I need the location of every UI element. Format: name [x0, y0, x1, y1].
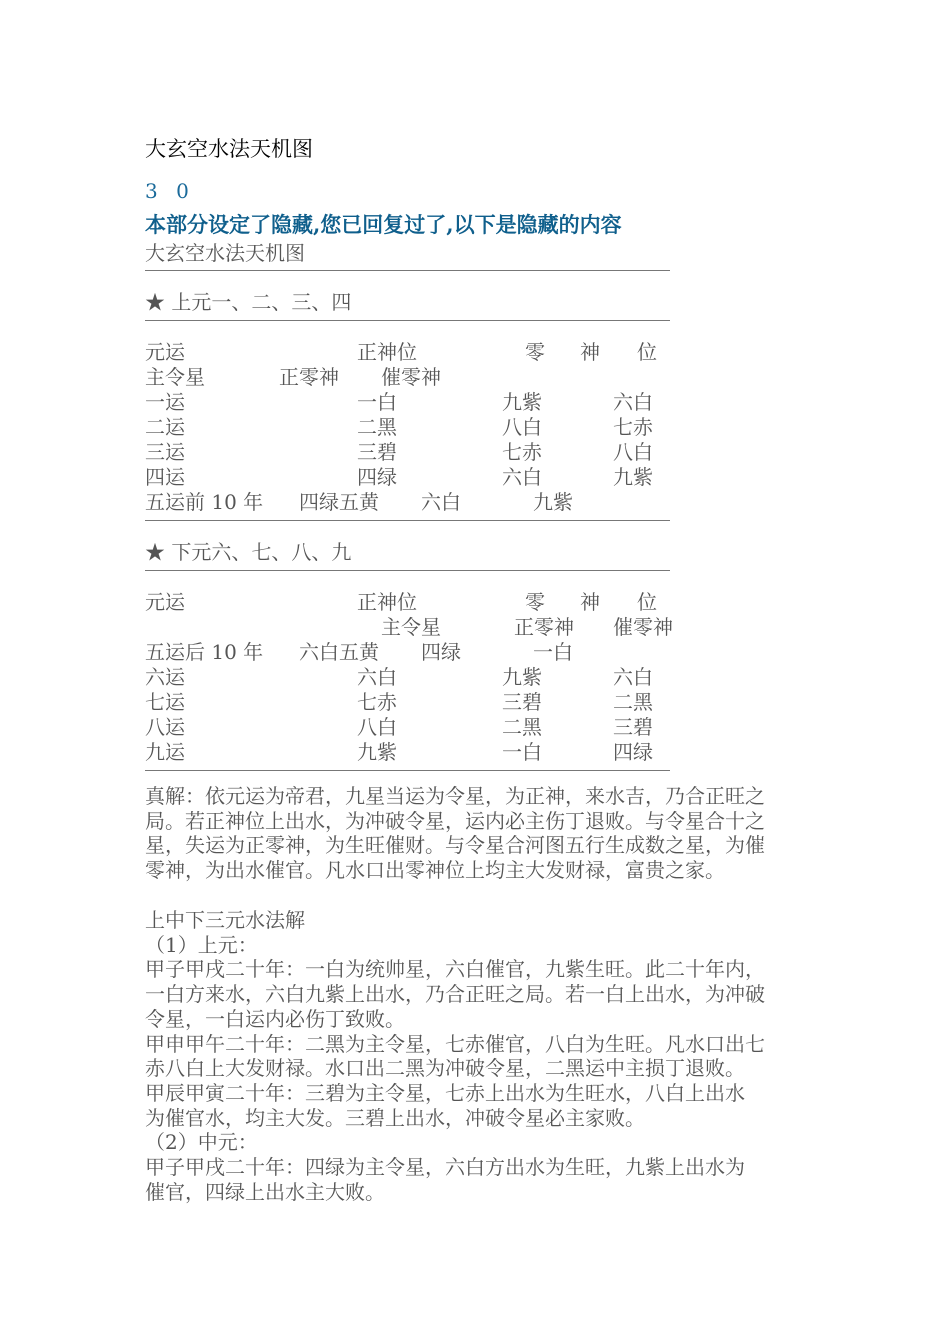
- header-cell: 位: [637, 340, 657, 364]
- zhenglingshen-cell: 三碧: [502, 690, 542, 714]
- zhenglingshen-cell: 九紫: [502, 665, 542, 689]
- zhengshen-cell: 七赤: [357, 690, 397, 714]
- header-cell: 主令星: [145, 365, 205, 389]
- zhengshen-cell: 九紫: [357, 740, 397, 764]
- header-cell: 零: [525, 340, 545, 364]
- lower-yuan-heading: ★ 下元六、七、八、九: [145, 540, 352, 564]
- table-row: [145, 411, 845, 439]
- subtitle: 大玄空水法天机图: [145, 241, 305, 265]
- text-line: 一白方来水，六白九紫上出水，乃合正旺之局。若一白上出水，为冲破: [145, 982, 765, 1007]
- cuilingshen-cell: 九紫: [613, 465, 653, 489]
- zhenglingshen-cell: 七赤: [502, 440, 542, 464]
- zhenglingshen-cell: 六白: [502, 465, 542, 489]
- section-heading: 上中下三元水法解: [145, 908, 305, 932]
- zhenglingshen-cell: 六白: [421, 490, 461, 514]
- zhengshen-cell: 六白: [357, 665, 397, 689]
- table-row: [145, 436, 845, 464]
- zhenglingshen-cell: 八白: [502, 415, 542, 439]
- header-cell: 神: [580, 340, 600, 364]
- middle-yuan-label: （2）中元：: [145, 1130, 258, 1155]
- zhenglingshen-cell: 九紫: [502, 390, 542, 414]
- yun-cell: 八运: [145, 715, 185, 739]
- text-line: 赤八白上大发财禄。水口出二黑为冲破令星，二黑运中主损丁退败。: [145, 1056, 745, 1081]
- table-row: [145, 461, 845, 489]
- header-cell: 神: [580, 590, 600, 614]
- explanation-paragraph: [145, 784, 815, 883]
- hidden-content-notice: 本部分设定了隐藏,您已回复过了,以下是隐藏的内容: [145, 212, 622, 237]
- explanation-line: 星，失运为正零神，为生旺催财。与令星合河图五行生成数之星，为催: [145, 833, 765, 858]
- cuilingshen-cell: 六白: [613, 665, 653, 689]
- cuilingshen-cell: 八白: [613, 440, 653, 464]
- divider: [145, 520, 670, 521]
- yun-cell: 二运: [145, 415, 185, 439]
- explanation-line: 真解：依元运为帝君，九星当运为令星，为正神，来水吉，乃合正旺之: [145, 784, 765, 808]
- cuilingshen-cell: 九紫: [533, 490, 573, 514]
- lower-header-row-2: [145, 611, 845, 639]
- divider: [145, 770, 670, 771]
- cuilingshen-cell: 三碧: [613, 715, 653, 739]
- cuilingshen-cell: 二黑: [613, 690, 653, 714]
- yun-cell: 五运后 10 年: [145, 640, 264, 664]
- text-line: 甲申甲午二十年：二黑为主令星，七赤催官，八白为生旺。凡水口出七: [145, 1031, 765, 1056]
- explanation-line: 零神，为出水催官。凡水口出零神位上均主大发财禄，富贵之家。: [145, 858, 725, 883]
- header-cell: 零: [525, 590, 545, 614]
- header-cell: 元运: [145, 590, 185, 614]
- text-line: 甲子甲戌二十年：四绿为主令星，六白方出水为生旺，九紫上出水为: [145, 1155, 745, 1180]
- yun-cell: 四运: [145, 465, 185, 489]
- cuilingshen-cell: 七赤: [613, 415, 653, 439]
- text-line: 令星，一白运内必伤丁致败。: [145, 1006, 405, 1031]
- header-cell: 位: [637, 590, 657, 614]
- zhengshen-cell: 八白: [357, 715, 397, 739]
- explanation-line: 局。若正神位上出水，为冲破令星，运内必主伤丁退败。与令星合十之: [145, 808, 765, 833]
- post-number: 3 0: [145, 179, 195, 203]
- table-row-special: [145, 486, 845, 514]
- zhenglingshen-cell: 四绿: [421, 640, 461, 664]
- header-cell: 主令星: [381, 615, 441, 639]
- divider: [145, 270, 670, 271]
- upper-header-row-1: [145, 336, 845, 364]
- table-row: [145, 736, 845, 764]
- cuilingshen-cell: 六白: [613, 390, 653, 414]
- three-yuan-section: [145, 908, 815, 1204]
- document-title: 大玄空水法天机图: [145, 137, 313, 161]
- lower-header-row-1: [145, 586, 845, 614]
- header-cell: 正零神: [279, 365, 339, 389]
- text-line: 甲辰甲寅二十年：三碧为主令星，七赤上出水为生旺水，八白上出水: [145, 1080, 745, 1105]
- yun-cell: 五运前 10 年: [145, 490, 264, 514]
- text-line: 催官，四绿上出水主大败。: [145, 1179, 385, 1204]
- text-line: 为催官水，均主大发。三碧上出水，冲破令星必主家败。: [145, 1105, 645, 1130]
- table-row: [145, 386, 845, 414]
- header-cell: 正零神: [514, 615, 574, 639]
- table-row: [145, 711, 845, 739]
- zhenglingshen-cell: 二黑: [502, 715, 542, 739]
- yun-cell: 一运: [145, 390, 185, 414]
- table-row: [145, 661, 845, 689]
- header-cell: 催零神: [613, 615, 673, 639]
- upper-yuan-heading: ★ 上元一、二、三、四: [145, 290, 352, 314]
- cuilingshen-cell: 四绿: [613, 740, 653, 764]
- yun-cell: 三运: [145, 440, 185, 464]
- header-cell: 元运: [145, 340, 185, 364]
- zhengshen-cell: 三碧: [357, 440, 397, 464]
- zhenglingshen-cell: 一白: [502, 740, 542, 764]
- header-cell: 催零神: [381, 365, 441, 389]
- cuilingshen-cell: 一白: [533, 640, 573, 664]
- yun-cell: 九运: [145, 740, 185, 764]
- divider: [145, 570, 670, 571]
- zhengshen-cell: 四绿: [357, 465, 397, 489]
- divider: [145, 320, 670, 321]
- table-row: [145, 686, 845, 714]
- upper-yuan-label: （1）上元：: [145, 932, 258, 957]
- header-cell: 正神位: [357, 590, 417, 614]
- upper-header-row-2: [145, 361, 845, 389]
- zhengshen-cell: 四绿五黄: [299, 490, 379, 514]
- header-cell: 正神位: [357, 340, 417, 364]
- zhengshen-cell: 六白五黄: [299, 640, 379, 664]
- table-row-special: [145, 636, 845, 664]
- zhengshen-cell: 一白: [357, 390, 397, 414]
- yun-cell: 七运: [145, 690, 185, 714]
- yun-cell: 六运: [145, 665, 185, 689]
- text-line: 甲子甲戌二十年：一白为统帅星，六白催官，九紫生旺。此二十年内，: [145, 957, 765, 982]
- zhengshen-cell: 二黑: [357, 415, 397, 439]
